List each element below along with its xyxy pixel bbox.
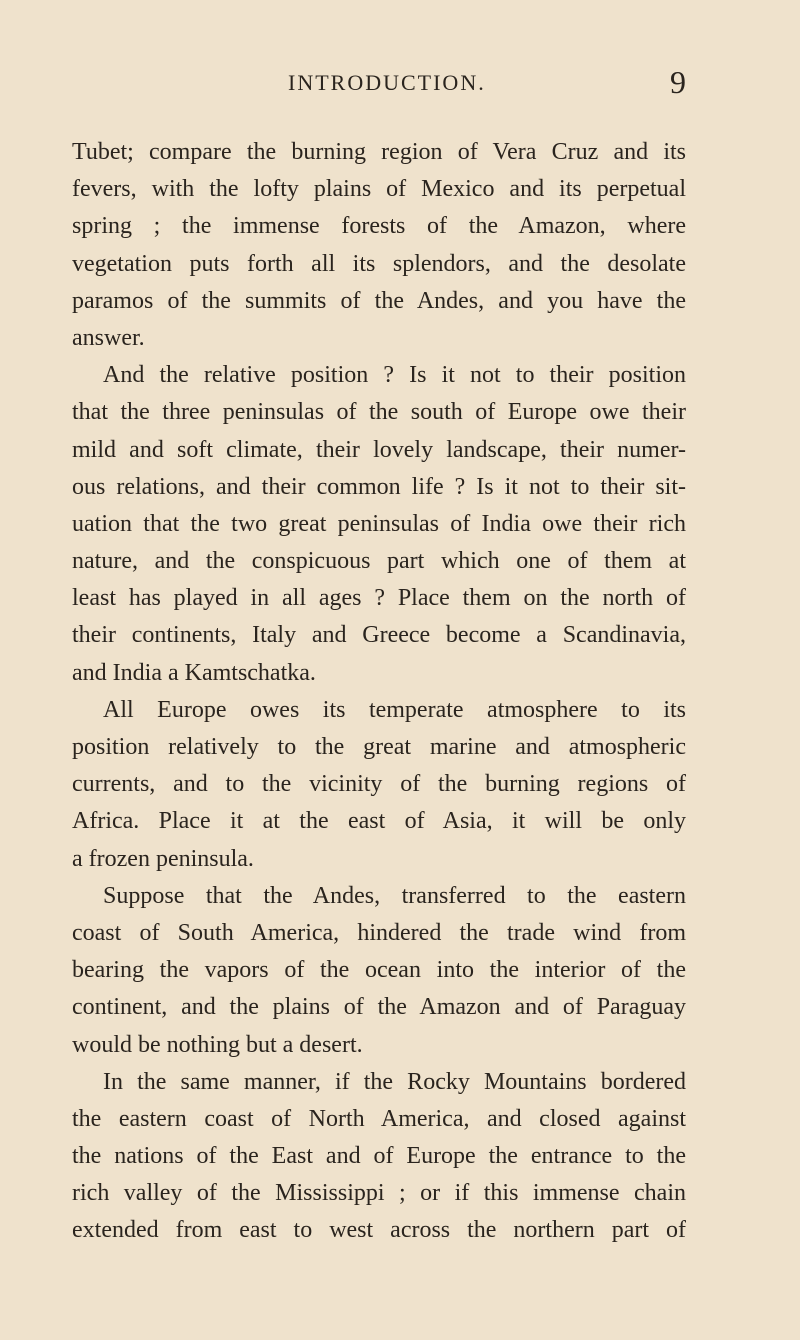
text-line: vegetation puts forth all its splendors, and the desolate [72, 250, 686, 277]
paragraph-first-line: And the relative position ? Is it not to their position [103, 362, 686, 389]
body-text [72, 134, 686, 1250]
paragraph-end-line: and India a Kamtschatka. [72, 659, 316, 686]
text-line: extended from east to west across the northern part of [72, 1217, 686, 1244]
text-line: Tubet; compare the burning region of Vera Cruz and its [72, 139, 686, 165]
text-line: mild and soft climate, their lovely landscape, their numer- [72, 436, 686, 463]
paragraph-first-line: All Europe owes its temperate atmosphere to its [103, 696, 686, 723]
text-line: fevers, with the lofty plains of Mexico and its perpetual [72, 176, 686, 203]
text-line: position relatively to the great marine and atmospheric [72, 734, 686, 760]
text-line: least has played in all ages ? Place them on the north of [72, 585, 686, 612]
text-line: the nations of the East and of Europe the entrance to the [72, 1143, 686, 1170]
paragraph-end-line: a frozen peninsula. [72, 845, 254, 872]
text-line: their continents, Italy and Greece become a Scandinavia, [72, 622, 686, 649]
text-line: coast of South America, hindered the trade wind from [72, 919, 686, 946]
text-line: nature, and the conspicuous part which one of them at [72, 548, 686, 575]
text-line: bearing the vapors of the ocean into the interior of the [72, 957, 686, 984]
text-line: rich valley of the Mississippi ; or if this immense chain [72, 1180, 686, 1207]
text-line: Africa. Place it at the east of Asia, it will be only [72, 808, 686, 835]
paragraph-end-line: would be nothing but a desert. [72, 1031, 363, 1058]
page-number: 9 [670, 64, 686, 100]
running-title: INTRODUCTION. [288, 70, 486, 95]
paragraph-first-line: In the same manner, if the Rocky Mountains bordered [103, 1068, 686, 1095]
text-line: the eastern coast of North America, and closed against [72, 1105, 686, 1132]
text-line: paramos of the summits of the Andes, and you have the [72, 287, 686, 314]
text-line: currents, and to the vicinity of the burning regions of [72, 771, 686, 798]
text-line: that the three peninsulas of the south of Europe owe their [72, 399, 686, 426]
text-line: ous relations, and their common life ? Is it not to their sit- [72, 473, 686, 500]
text-line: uation that the two great peninsulas of India owe their rich [72, 510, 686, 537]
running-head [0, 64, 800, 106]
paragraph-end-line: answer. [72, 324, 145, 351]
text-line: spring ; the immense forests of the Amazon, where [72, 213, 686, 240]
text-line: continent, and the plains of the Amazon and of Paraguay [72, 994, 686, 1021]
paragraph-first-line: Suppose that the Andes, transferred to the eastern [103, 882, 686, 909]
